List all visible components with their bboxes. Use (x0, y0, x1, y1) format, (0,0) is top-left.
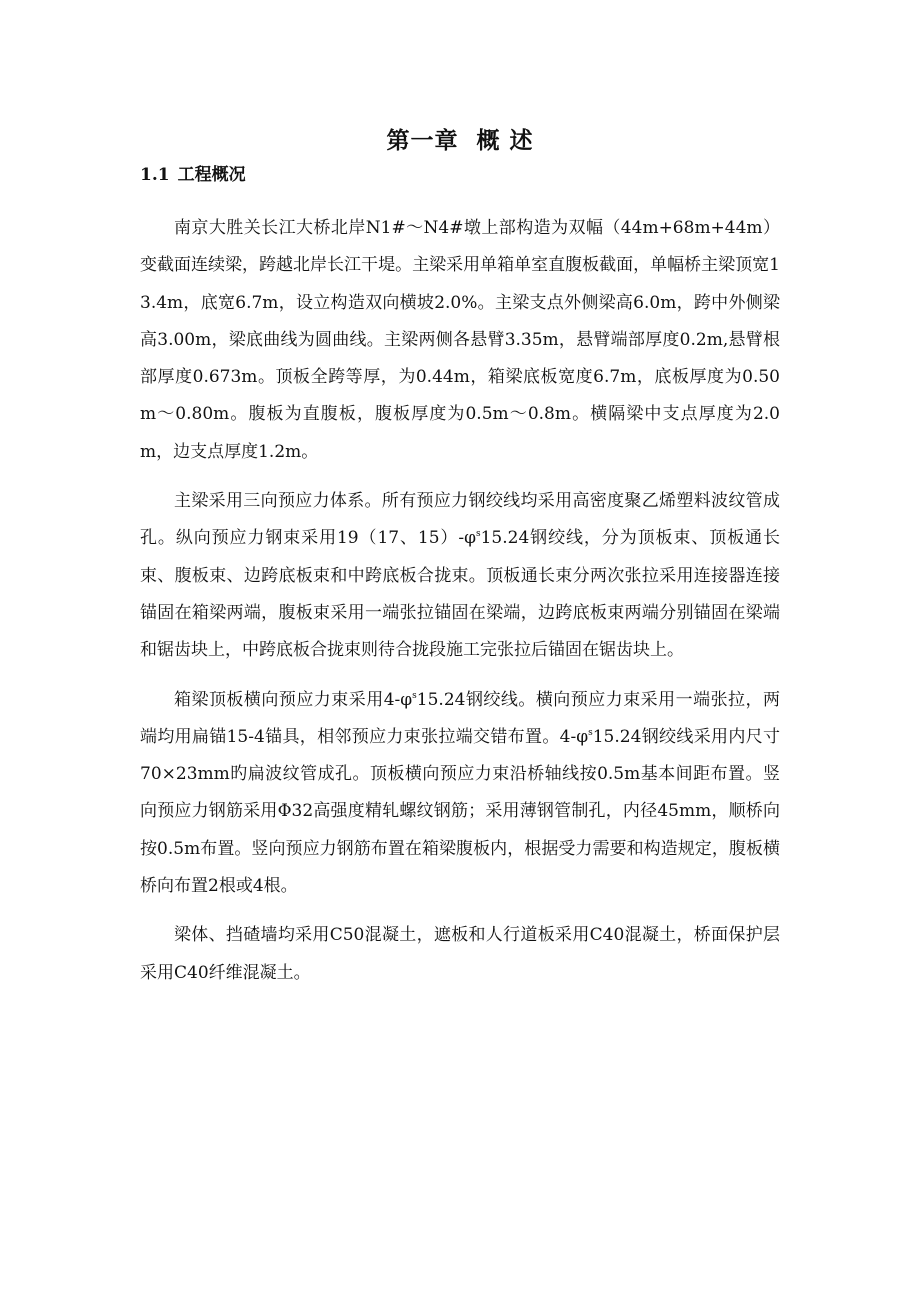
chapter-name: 概 述 (476, 127, 534, 154)
paragraph-text: 主梁采用三向预应力体系。所有预应力钢绞线均采用高密度聚乙烯塑料波纹管成孔。纵向预应力钢束采用19（17、15）-φ (140, 491, 780, 549)
superscript-s: s (412, 690, 417, 701)
paragraph-text: 15.24钢绞线，分为顶板束、顶板通长束、腹板束、边跨底板束和中跨底板合拢束。顶板通长束分两次张拉采用连接器连接锚固在箱梁两端，腹板束采用一端张拉锚固在梁端，边跨底板束两端分别锚固在梁端和锯齿块上，中跨底板合拢束则待合拢段施工完张拉后锚固在锯齿块上。 (140, 528, 780, 661)
section-title: 工程概况 (177, 165, 246, 185)
superscript-s: s (475, 529, 481, 540)
paragraph-prestress-system (140, 483, 780, 669)
paragraph-concrete: 梁体、挡碴墙均采用C50混凝土，遮板和人行道板采用C40混凝土，桥面保护层采用C40纤维混凝土。 (140, 925, 780, 983)
paragraph-text: 15.24钢绞线采用内尺寸70×23mm旳扁波纹管成孔。顶板横向预应力束沿桥轴线按0.5m基本间距布置。竖向预应力钢筋采用Φ32高强度精轧螺纹钢筋；采用薄钢管制孔，内径45mm，顺桥向按0.5m布置。竖向预应力钢筋布置在箱梁腹板内，根据受力需要和构造规定，腹板横桥向布置2根或4根。 (140, 726, 780, 897)
paragraph-transverse-prestress (140, 682, 780, 906)
section-number: 1.1 (140, 165, 170, 185)
paragraph-project-overview: 南京大胜关长江大桥北岸N1#～N4#墩上部构造为双幅（44m+68m+44m）变截面连续梁，跨越北岸长江干堤。主梁采用单箱单室直腹板截面，单幅桥主梁顶宽13.4m，底宽6.7m，设立构造双向横坡2.0%。主梁支点外侧梁高6.0m，跨中外侧梁高3.00m，梁底曲线为圆曲线。主梁两侧各悬臂3.35m，悬臂端部厚度0.2m,悬臂根部厚度0.673m。顶板全跨等厚，为0.44m，箱梁底板宽度6.7m，底板厚度为0.50m～0.80m。腹板为直腹板，腹板厚度为0.5m～0.8m。横隔梁中支点厚度为2.0m，边支点厚度1.2m。 (140, 218, 780, 462)
paragraph-text: 箱梁顶板横向预应力束采用4-φ (174, 689, 413, 710)
paragraph-text: 15.24钢绞线。横向预应力束采用一端张拉，两端均用扁锚15-4锚具，相邻预应力束张拉端交错布置。4-φ (140, 689, 781, 747)
body-text (140, 210, 780, 1004)
chapter-title (0, 122, 920, 155)
chapter-label: 第一章 (386, 127, 459, 154)
superscript-s: s (588, 727, 593, 738)
section-heading (140, 160, 246, 185)
